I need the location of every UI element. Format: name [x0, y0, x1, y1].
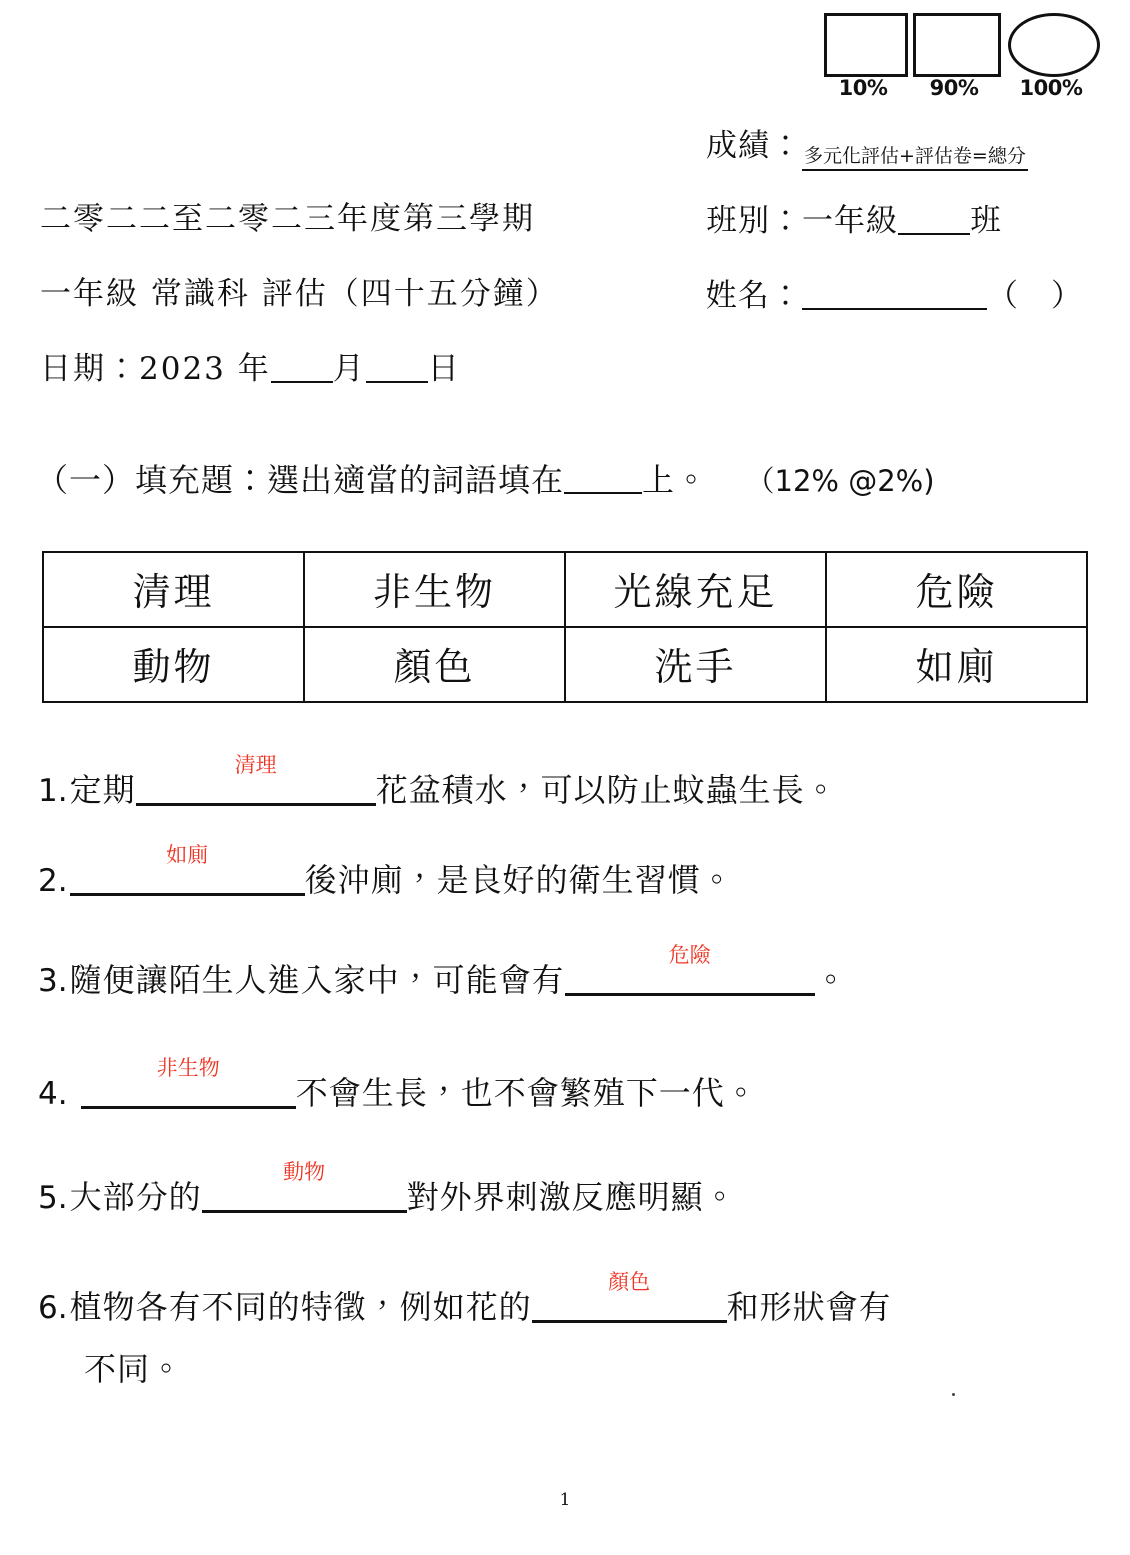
score-label: 成績： [706, 128, 802, 164]
question-text-before: 大部分的 [69, 1178, 202, 1216]
answer-blank-4[interactable] [81, 1056, 296, 1109]
date-day-suffix: 日 [427, 351, 461, 387]
question-text-before: 植物各有不同的特徵，例如花的 [69, 1288, 532, 1326]
word-bank-cell[interactable]: 動物 [43, 627, 304, 702]
question-number: 2. [38, 863, 68, 899]
answer-text-5: 動物 [283, 1160, 326, 1184]
score-formula: 多元化評估+評估卷=總分 [802, 145, 1028, 171]
question-number: 3. [38, 963, 68, 999]
word-bank-cell[interactable]: 非生物 [304, 552, 565, 627]
section-instruction [36, 455, 935, 501]
school-year-line: 二零二二至二零二三年度第三學期 [40, 201, 535, 237]
question-6-line-2: 不同。 [84, 1350, 184, 1388]
date-day-blank[interactable] [366, 381, 428, 383]
score-box-10-percent [824, 13, 908, 77]
word-bank-cell[interactable]: 顏色 [304, 627, 565, 702]
student-number-parens: （ ） [987, 278, 1083, 314]
answer-blank-1[interactable] [136, 753, 376, 806]
question-number: 6. [38, 1290, 68, 1326]
question-text-before: 隨便讓陌生人進入家中，可能會有 [69, 961, 565, 999]
question-text-after: 花盆積水，可以防止蚊蟲生長。 [375, 771, 838, 809]
table-row [43, 552, 1087, 627]
section-heading-text: （一）填充題：選出適當的詞語填在 [36, 461, 565, 499]
question-6 [38, 1270, 1098, 1390]
answer-text-6: 顏色 [608, 1270, 651, 1294]
answer-blank-3[interactable] [565, 943, 815, 996]
class-row [706, 195, 1002, 240]
word-bank-cell[interactable]: 如廁 [826, 627, 1087, 702]
answer-text-2: 如廁 [166, 843, 209, 867]
date-month-suffix: 月 [332, 351, 366, 387]
word-bank-cell[interactable]: 洗手 [565, 627, 826, 702]
question-number: 4. [38, 1076, 68, 1112]
date-line [40, 343, 461, 388]
class-label: 班別：一年級 [706, 203, 898, 239]
name-label: 姓名： [706, 278, 802, 314]
question-2 [38, 843, 1098, 901]
scan-artifact-dot [952, 1393, 955, 1396]
word-bank-table [42, 551, 1088, 703]
word-bank-cell[interactable]: 光線充足 [565, 552, 826, 627]
question-4 [38, 1056, 1098, 1114]
question-1 [38, 753, 1098, 811]
question-text-after: 和形狀會有 [726, 1288, 892, 1326]
score-percent-label-3: 100% [1019, 76, 1083, 100]
class-input-blank[interactable] [898, 233, 970, 235]
score-stamp-cluster [818, 8, 1108, 113]
question-number: 1. [38, 773, 68, 809]
question-text-before: 定期 [69, 771, 136, 809]
section-heading-tail: 上。 [642, 461, 709, 499]
answer-text-1: 清理 [234, 753, 277, 777]
score-row [706, 120, 1028, 165]
answer-text-4: 非生物 [156, 1056, 220, 1080]
word-bank-cell[interactable]: 清理 [43, 552, 304, 627]
question-text-after: 不會生長，也不會繁殖下一代。 [295, 1074, 758, 1112]
answer-blank-2[interactable] [70, 843, 305, 896]
table-row [43, 627, 1087, 702]
date-prefix: 日期：2023 年 [40, 351, 271, 387]
answer-blank-5[interactable] [202, 1160, 407, 1213]
question-text-after: 。 [814, 961, 848, 999]
question-number: 5. [38, 1180, 68, 1216]
page-number: 1 [559, 1490, 571, 1510]
question-3 [38, 943, 1098, 1001]
question-text-after: 後沖廁，是良好的衛生習慣。 [304, 861, 734, 899]
score-ellipse-100-percent [1008, 13, 1100, 77]
class-suffix: 班 [970, 203, 1002, 239]
question-5 [38, 1160, 1098, 1218]
instruction-blank [564, 492, 642, 494]
date-month-blank[interactable] [271, 381, 333, 383]
answer-text-3: 危險 [668, 943, 711, 967]
subject-line: 一年級 常識科 評估（四十五分鐘） [40, 276, 559, 312]
answer-blank-6[interactable] [532, 1270, 727, 1323]
score-percent-label-2: 90% [929, 76, 979, 100]
name-row [706, 270, 1083, 315]
name-input-blank[interactable] [802, 308, 987, 310]
score-box-90-percent [913, 13, 1001, 77]
section-marks: （12% @2%) [760, 464, 935, 498]
question-text-after: 對外界刺激反應明顯。 [406, 1178, 737, 1216]
word-bank-cell[interactable]: 危險 [826, 552, 1087, 627]
score-percent-label-1: 10% [838, 76, 888, 100]
